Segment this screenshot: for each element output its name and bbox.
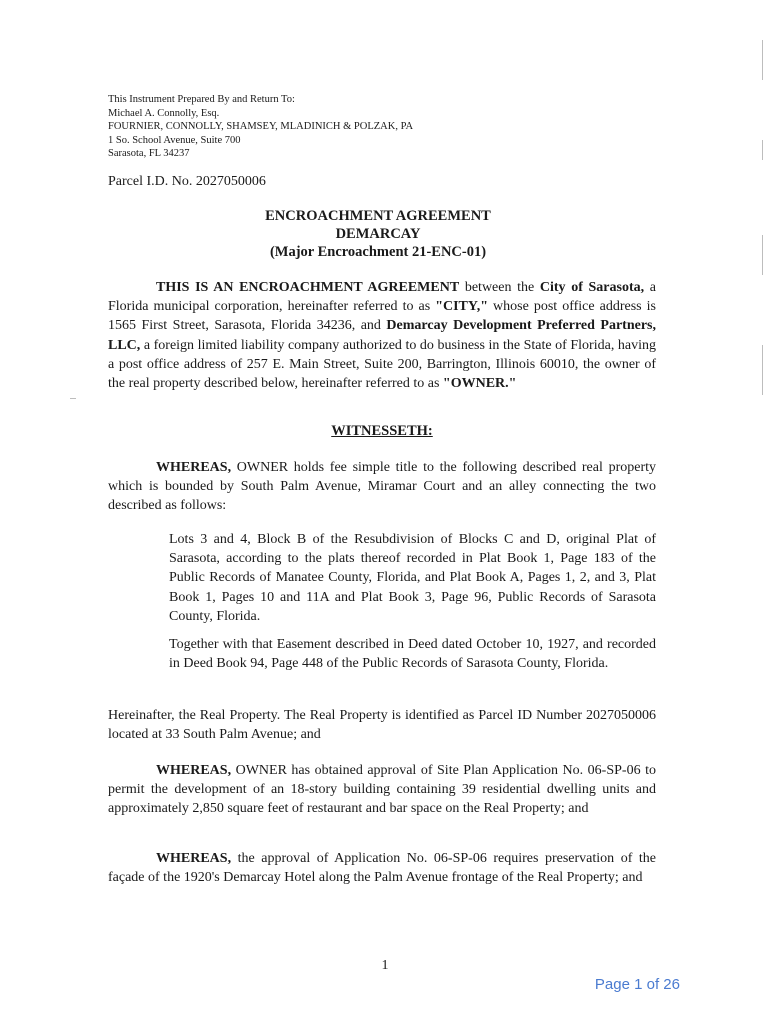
preparer-line: FOURNIER, CONNOLLY, SHAMSEY, MLADINICH & POLZAK, PA [108,121,414,132]
intro-text: between the [459,280,540,295]
city-ref: "CITY," [435,299,488,315]
intro-paragraph [108,278,656,393]
intro-text: whose post office address is 1565 First Street, Sarasota, Florida 34236, and [108,299,657,334]
title-line: DEMARCAY [335,226,421,242]
scan-margin-mark [762,40,763,80]
preparer-line: This Instrument Prepared By and Return To: [108,94,295,105]
whereas-lead: WHEREAS, [156,460,232,475]
whereas-lead: WHEREAS, [156,851,232,866]
whereas-text: OWNER holds fee simple title to the following described real property which is bounded by South Palm Avenue, Miramar Court and an alley connecting the two described as follows: [108,460,656,514]
scan-margin-mark [762,235,763,275]
hereinafter-paragraph: Hereinafter, the Real Property. The Real Property is identified as Parcel ID Number 2027050006 located at 33 South Palm Avenue; and [108,708,656,743]
owner-ref: "OWNER." [442,376,517,392]
intro-text: a foreign limited liability company authorized to do business in the State of Florida, having a post office address of 257 E. Main Street, Suite 200, Barrington, Illinois 60010, the owner of the real property described below, hereinafter referred to as [108,337,656,392]
scan-margin-mark [70,398,76,399]
whereas-text: the approval of Application No. 06-SP-06 requires preservation of the façade of the 1920's Demarcay Hotel along the Palm Avenue frontage of the Real Property; and [108,851,656,886]
whereas-text: OWNER has obtained approval of Site Plan Application No. 06-SP-06 to permit the development of an 18-story building containing 39 residential dwelling units and approximately 2,850 square feet of restaurant and bar space on the Real Property; and [108,763,656,817]
intro-lead: THIS IS AN ENCROACHMENT AGREEMENT [156,280,460,295]
easement-description: Together with that Easement described in Deed dated October 10, 1927, and recorded in Deed Book 94, Page 448 of the Public Records of Sarasota County, Florida. [169,637,656,672]
agreement-title [108,207,648,261]
preparer-line: Michael A. Connolly, Esq. [108,107,220,119]
whereas-lead: WHEREAS, [156,763,232,778]
scan-margin-mark [762,345,763,395]
city-name: City of Sarasota, [539,280,645,295]
preparer-line: 1 So. School Avenue, Suite 700 [108,134,241,146]
owner-name: Demarcay Development Preferred Partners, LLC, [108,318,656,353]
page-count-indicator: Page 1 of 26 [594,976,680,993]
witnesseth-heading: WITNESSETH: [331,423,433,439]
title-line: (Major Encroachment 21-ENC-01) [269,244,487,260]
preparer-line: Sarasota, FL 34237 [108,148,190,159]
title-line: ENCROACHMENT AGREEMENT [265,208,491,224]
intro-text: a Florida municipal corporation, hereinafter referred to as [108,280,657,315]
whereas-paragraph [108,761,656,819]
parcel-id: Parcel I.D. No. 2027050006 [108,174,266,189]
whereas-paragraph [108,458,656,516]
scan-margin-mark [762,140,763,160]
whereas-paragraph [108,849,656,887]
legal-description: Lots 3 and 4, Block B of the Resubdivision of Blocks C and D, original Plat of Sarasota, according to the plats thereof recorded in Plat Book 1, Page 183 of the Public Records of Manatee County, Florida, and Plat Book A, Pages 1, 2, and 3, Plat Book 1, Pages 10 and 11A and Plat Book 3, Page 96, Public Records of Sarasota County, Florida. [169,532,656,624]
preparer-block [108,93,413,161]
page-number: 1 [381,958,389,973]
